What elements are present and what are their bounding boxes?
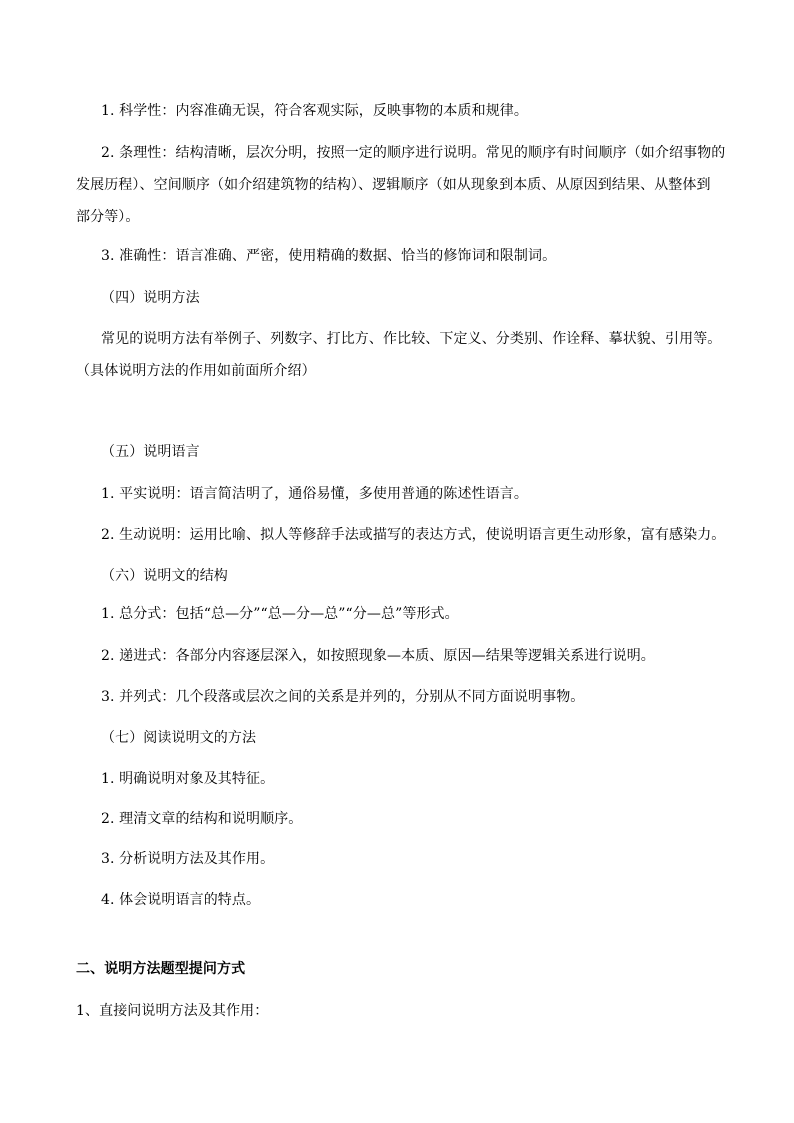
major-heading: 二、说明方法题型提问方式	[76, 961, 246, 977]
paragraph-line: 发展历程）、空间顺序（如介绍建筑物的结构）、逻辑顺序（如从现象到本质、从原因到结果、从整体到	[76, 177, 711, 193]
list-item: 2. 递进式：各部分内容逐层深入，如按照现象—本质、原因—结果等逻辑关系进行说明。	[101, 648, 655, 664]
list-item: 1. 明确说明对象及其特征。	[101, 771, 275, 787]
list-item: 1. 总分式：包括“总—分”“总—分—总”“分—总”等形式。	[101, 606, 459, 622]
list-item: 4. 体会说明语言的特点。	[101, 892, 261, 908]
list-item: 3. 分析说明方法及其作用。	[101, 851, 275, 867]
section-heading: （七）阅读说明文的方法	[101, 730, 257, 746]
paragraph-line: 常见的说明方法有举例子、列数字、打比方、作比较、下定义、分类别、作诠释、摹状貌、引用等。	[101, 331, 722, 347]
list-item: 1. 平实说明：语言简洁明了，通俗易懂，多使用普通的陈述性语言。	[101, 486, 529, 502]
subheading: 1、直接问说明方法及其作用：	[76, 1003, 269, 1019]
paragraph-line: 部分等）。	[76, 209, 140, 225]
list-item: 2. 生动说明：运用比喻、拟人等修辞手法或描写的表达方式，使说明语言更生动形象，富有感染力。	[101, 527, 726, 543]
paragraph-line: （具体说明方法的作用如前面所介绍）	[76, 363, 316, 379]
list-item: 2. 理清文章的结构和说明顺序。	[101, 811, 303, 827]
section-heading: （四）说明方法	[101, 290, 200, 306]
section-heading: （五）说明语言	[101, 444, 200, 460]
list-item: 3. 准确性：语言准确、严密，使用精确的数据、恰当的修饰词和限制词。	[101, 248, 557, 264]
section-heading: （六）说明文的结构	[101, 568, 228, 584]
list-item: 3. 并列式：几个段落或层次之间的关系是并列的，分别从不同方面说明事物。	[101, 689, 585, 705]
list-item: 2. 条理性：结构清晰，层次分明，按照一定的顺序进行说明。常见的顺序有时间顺序（如介绍事物的	[101, 145, 726, 161]
list-item: 1. 科学性：内容准确无误，符合客观实际，反映事物的本质和规律。	[101, 103, 529, 119]
